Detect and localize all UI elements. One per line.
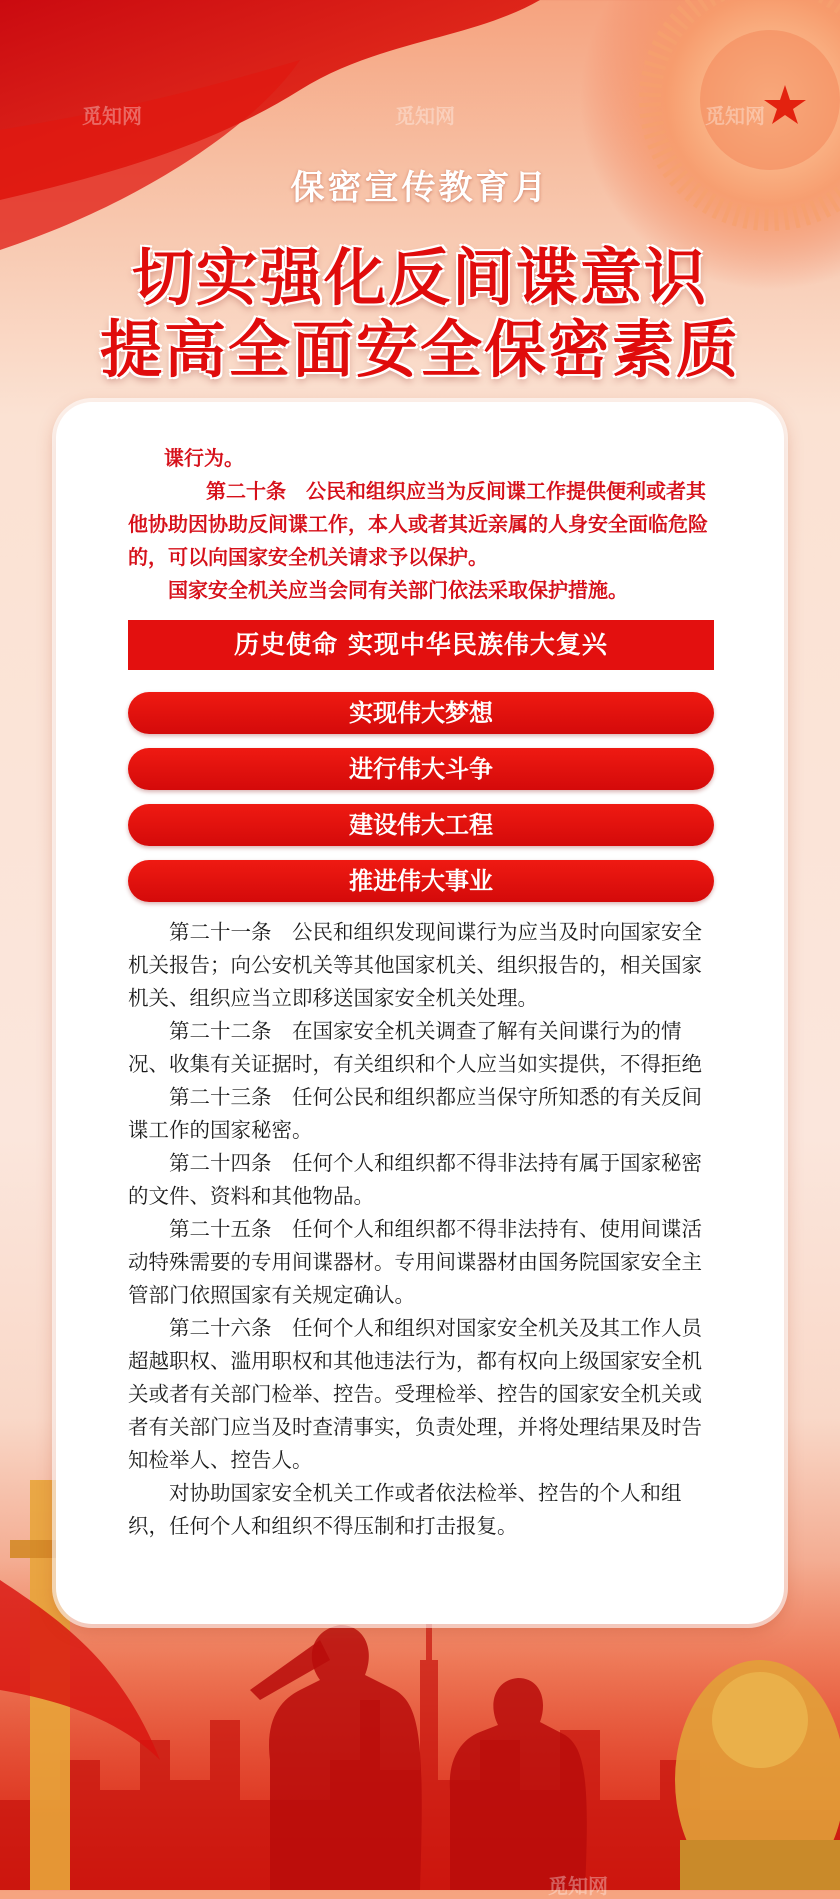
watermark: 觅知网 [82, 104, 142, 128]
mission-banner: 历史使命 实现中华民族伟大复兴 [128, 620, 714, 670]
watermark: 觅知网 [548, 1874, 608, 1898]
pill-struggle: 进行伟大斗争 [128, 748, 714, 790]
article-20-continued: 国家安全机关应当会同有关部门依法采取保护措施。 [168, 578, 628, 602]
poster-subtitle: 保密宣传教育月 [290, 168, 550, 208]
articles-body [128, 916, 720, 1543]
article-25: 第二十五条 任何个人和组织都不得非法持有、使用间谍活动特殊需要的专用间谍器材。专用间谍器材由国务院国家安全主管部门依照国家有关规定确认。 [128, 1217, 702, 1307]
article-closing: 对协助国家安全机关工作或者依法检举、控告的个人和组织，任何个人和组织不得压制和打击报复。 [128, 1481, 682, 1538]
pill-project: 建设伟大工程 [128, 804, 714, 846]
article-23: 第二十三条 任何公民和组织都应当保守所知悉的有关反间谍工作的国家秘密。 [128, 1085, 702, 1142]
watermark: 觅知网 [395, 104, 455, 128]
content-card [56, 402, 784, 1624]
article-21: 第二十一条 公民和组织发现间谍行为应当及时向国家安全机关报告；向公安机关等其他国家机关、组织报告的，相关国家机关、组织应当立即移送国家安全机关处理。 [128, 920, 702, 1010]
article-24: 第二十四条 任何个人和组织都不得非法持有属于国家秘密的文件、资料和其他物品。 [128, 1151, 702, 1208]
poster-title-line-1: 切实强化反间谍意识 [131, 241, 708, 314]
watermark: 觅知网 [705, 104, 765, 128]
article-22: 第二十二条 在国家安全机关调查了解有关间谍行为的情况、收集有关证据时，有关组织和个人应当如实提供，不得拒绝 [128, 1019, 702, 1076]
article-26: 第二十六条 任何个人和组织对国家安全机关及其工作人员超越职权、滥用职权和其他违法行为，都有权向上级国家安全机关或者有关部门检举、控告。受理检举、控告的国家安全机关或者有关部门应当及时查清事实，负责处理，并将处理结果及时告知检举人、控告人。 [128, 1316, 702, 1472]
poster-title-line-2: 提高全面安全保密素质 [99, 313, 740, 386]
poster-header [0, 0, 840, 400]
article-20: 第二十条 公民和组织应当为反间谍工作提供便利或者其他协助因协助反间谍工作，本人或者其近亲属的人身安全面临危险的，可以向国家安全机关请求予以保护。 [128, 479, 708, 569]
pill-dream: 实现伟大梦想 [128, 692, 714, 734]
intro-fragment: 谍行为。 [164, 446, 244, 470]
pill-cause: 推进伟大事业 [128, 860, 714, 902]
